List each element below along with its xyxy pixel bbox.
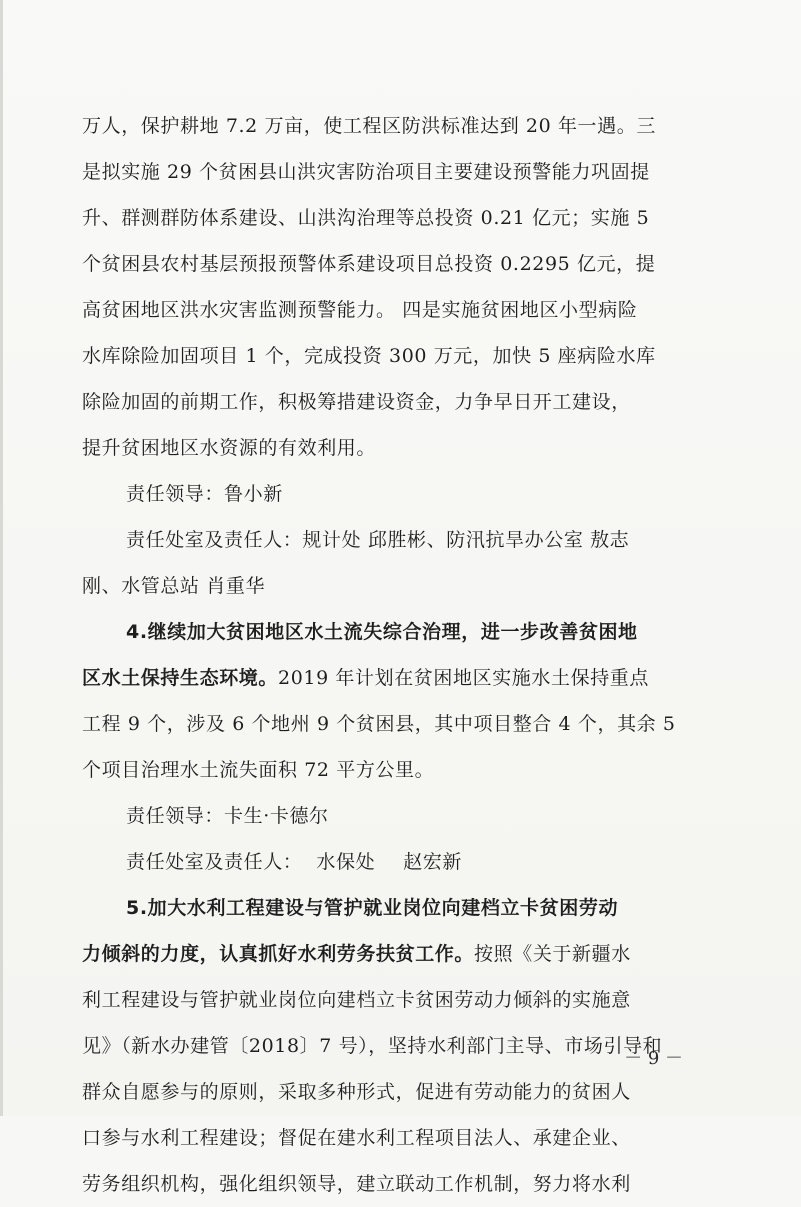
document-body xyxy=(82,103,694,1207)
responsible-office-2-person: 赵宏新 xyxy=(403,851,463,873)
item-4-line-2 xyxy=(82,655,694,701)
responsible-leader-2: 责任领导：卡生·卡德尔 xyxy=(126,805,329,827)
responsible-office-2-dept: 水保处 xyxy=(316,851,376,873)
item-5-line-5: 群众自愿参与的原则，采取多种形式，促进有劳动能力的贫困人 xyxy=(82,1081,631,1103)
responsible-office-1-line-2: 刚、水管总站 肖重华 xyxy=(82,575,266,597)
body-line-1: 万人，保护耕地 7.2 万亩，使工程区防洪标准达到 20 年一遇。三 xyxy=(82,115,656,137)
body-line-4: 个贫困县农村基层预报预警体系建设项目总投资 0.2295 亿元，提 xyxy=(82,253,656,275)
body-line-5: 高贫困地区洪水灾害监测预警能力。 四是实施贫困地区小型病险 xyxy=(82,299,638,321)
responsible-office-2 xyxy=(82,839,694,885)
item-5-heading-line-2: 力倾斜的力度，认真抓好水利劳务扶贫工作。 xyxy=(82,943,475,965)
responsible-office-2-label: 责任处室及责任人： xyxy=(126,851,303,873)
body-line-6: 水库除险加固项目 1 个，完成投资 300 万元，加快 5 座病险水库 xyxy=(82,345,656,367)
item-5-line-4: 见》（新水办建管〔2018〕7 号），坚持水利部门主导、市场引导和 xyxy=(82,1035,663,1057)
body-line-3: 升、群测群防体系建设、山洪沟治理等总投资 0.21 亿元；实施 5 xyxy=(82,207,650,229)
page-edge xyxy=(0,0,3,1116)
item-5-line-6: 口参与水利工程建设；督促在建水利工程项目法人、承建企业、 xyxy=(82,1127,631,1149)
item-5-line-2 xyxy=(82,931,694,977)
body-line-7: 除险加固的前期工作，积极筹措建设资金，力争早日开工建设， xyxy=(82,391,631,413)
item-4-line-3: 工程 9 个，涉及 6 个地州 9 个贫困县，其中项目整合 4 个，其余 5 xyxy=(82,713,676,735)
responsible-leader-1: 责任领导：鲁小新 xyxy=(126,483,283,505)
item-5-text-line-2: 按照《关于新疆水 xyxy=(474,943,631,965)
page-number: － 9 － xyxy=(624,1048,683,1069)
item-5-line-3: 利工程建设与管护就业岗位向建档立卡贫困劳动力倾斜的实施意 xyxy=(82,989,631,1011)
responsible-office-1-line-1: 责任处室及责任人：规计处 邱胜彬、防汛抗旱办公室 敖志 xyxy=(126,529,630,551)
item-4-heading-line-2: 区水土保持生态环境。 xyxy=(82,667,279,689)
item-4-heading-line-1: 4.继续加大贫困地区水土流失综合治理，进一步改善贫困地 xyxy=(126,621,638,643)
item-5-line-7: 劳务组织机构，强化组织领导，建立联动工作机制，努力将水利 xyxy=(82,1173,631,1195)
item-4-text-line-2: 2019 年计划在贫困地区实施水土保持重点 xyxy=(278,667,650,689)
item-5-heading-line-1: 5.加大水利工程建设与管护就业岗位向建档立卡贫困劳动 xyxy=(126,897,619,919)
body-line-8: 提升贫困地区水资源的有效利用。 xyxy=(82,437,377,459)
body-line-2: 是拟实施 29 个贫困县山洪灾害防治项目主要建设预警能力巩固提 xyxy=(82,161,650,183)
item-4-line-4: 个项目治理水土流失面积 72 平方公里。 xyxy=(82,759,435,781)
